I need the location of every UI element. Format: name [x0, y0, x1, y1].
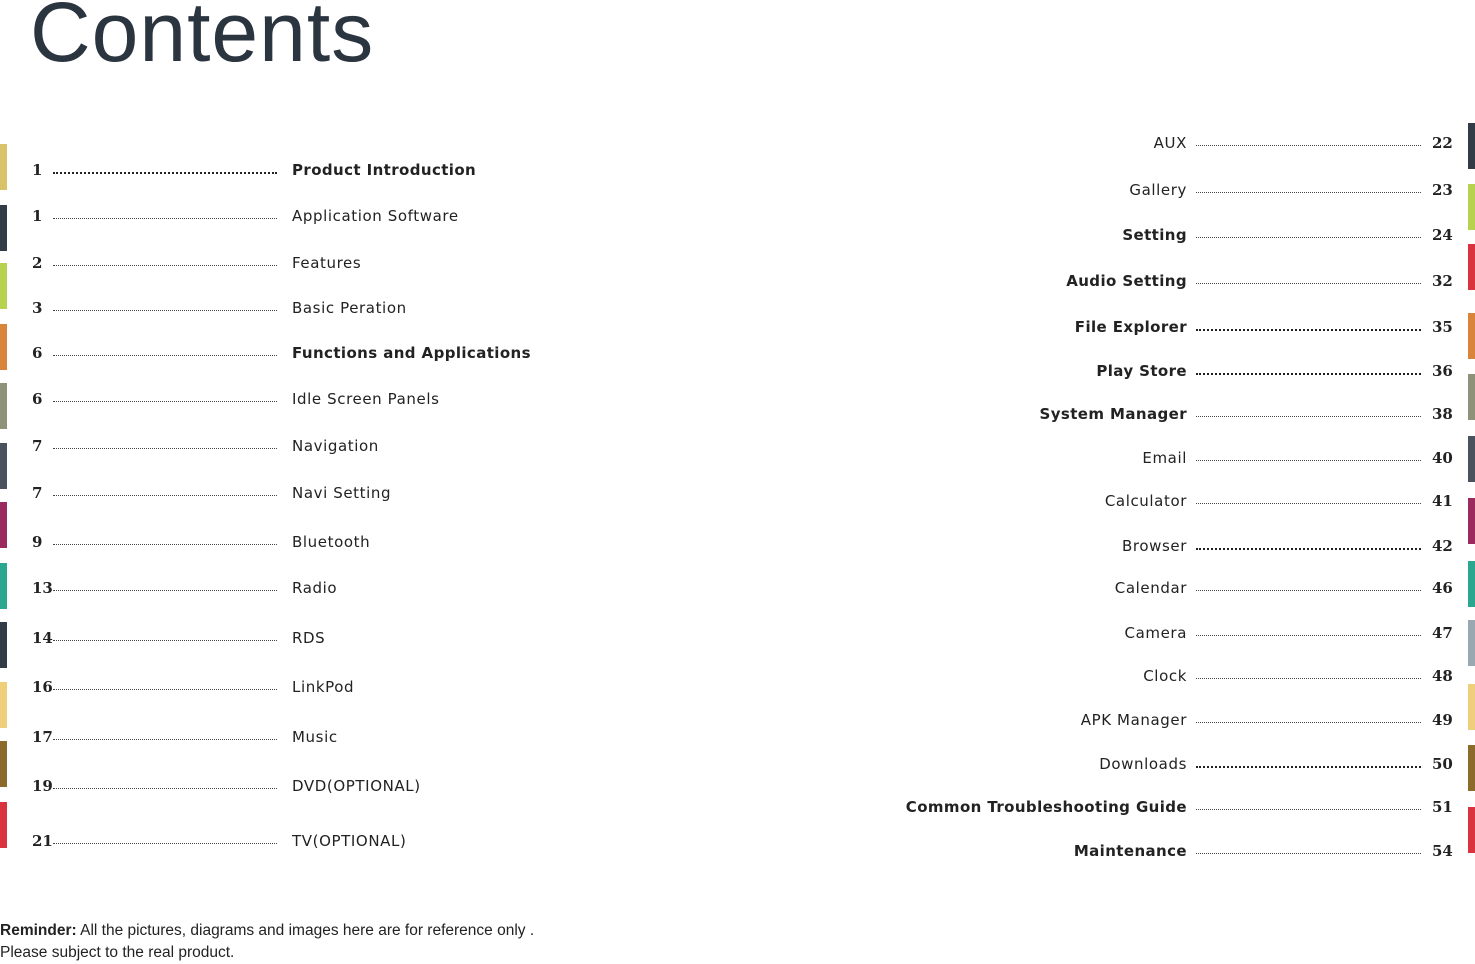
dot-leader [1196, 283, 1421, 284]
page-number: 9 [32, 533, 43, 551]
dot-leader [1196, 678, 1421, 679]
dot-leader [1196, 416, 1421, 417]
dot-leader [1196, 722, 1421, 723]
dot-leader [53, 310, 277, 311]
page-number: 19 [32, 777, 53, 795]
page-number: 54 [1432, 842, 1453, 860]
entry-title: Features [292, 254, 362, 272]
toc-entry[interactable] [0, 491, 1475, 513]
page-number: 32 [1432, 272, 1453, 290]
entry-title: Browser [1122, 537, 1187, 555]
dot-leader [53, 689, 277, 690]
entry-title: Email [1142, 449, 1187, 467]
toc-entry[interactable] [0, 710, 1475, 732]
dot-leader [1196, 145, 1421, 146]
page-number: 2 [32, 254, 43, 272]
page-number: 7 [32, 484, 43, 502]
entry-title: Camera [1124, 624, 1187, 642]
reminder-line2: Please subject to the real product. [0, 944, 235, 961]
entry-title: Downloads [1099, 755, 1187, 773]
page-number: 23 [1432, 181, 1453, 199]
entry-title: APK Manager [1080, 711, 1187, 729]
dot-leader [53, 739, 277, 740]
toc-entry[interactable] [0, 776, 1475, 798]
entry-title: Product Introduction [292, 161, 477, 179]
page-number: 6 [32, 344, 43, 362]
reminder-line1: All the pictures, diagrams and images here are for reference only . [76, 922, 535, 939]
page-number: 1 [32, 161, 43, 179]
page-number: 49 [1432, 711, 1453, 729]
dot-leader [1196, 503, 1421, 504]
dot-leader [1196, 460, 1421, 461]
entry-title: Audio Setting [1066, 272, 1187, 290]
page-number: 48 [1432, 667, 1453, 685]
toc-entry[interactable] [0, 361, 1475, 383]
dot-leader [1196, 766, 1421, 768]
entry-title: LinkPod [292, 678, 355, 696]
toc-entry[interactable] [0, 133, 1475, 155]
page-number: 47 [1432, 624, 1453, 642]
dot-leader [53, 401, 277, 402]
toc-entry[interactable] [0, 404, 1475, 426]
entry-title: Bluetooth [292, 533, 371, 551]
page-number: 42 [1432, 537, 1453, 555]
toc-entry[interactable] [0, 841, 1475, 863]
dot-leader [1196, 192, 1421, 193]
entry-title: Basic Peration [292, 299, 407, 317]
dot-leader [53, 788, 277, 789]
page-number: 21 [32, 832, 53, 850]
page-number: 7 [32, 437, 43, 455]
entry-title: Calculator [1104, 492, 1187, 510]
toc-entry[interactable] [0, 754, 1475, 776]
entry-title: Navi Setting [292, 484, 392, 502]
page-number: 13 [32, 579, 53, 597]
entry-title: Radio [292, 579, 338, 597]
dot-leader [1196, 373, 1421, 375]
page-number: 38 [1432, 405, 1453, 423]
page-number: 50 [1432, 755, 1453, 773]
toc-entry[interactable] [0, 797, 1475, 819]
page-number: 14 [32, 629, 53, 647]
entry-title: RDS [292, 629, 326, 647]
dot-leader [1196, 809, 1421, 810]
page-number: 6 [32, 390, 43, 408]
page-number: 40 [1432, 449, 1453, 467]
toc-entry[interactable] [0, 160, 1475, 182]
dot-leader [53, 265, 277, 266]
page-number: 16 [32, 678, 53, 696]
entry-title: Setting [1122, 226, 1187, 244]
entry-title: Gallery [1129, 181, 1187, 199]
entry-title: Application Software [292, 207, 459, 225]
dot-leader [53, 355, 277, 356]
dot-leader [53, 172, 277, 174]
toc-entry[interactable] [0, 271, 1475, 293]
entry-title: File Explorer [1074, 318, 1187, 336]
page-number: 22 [1432, 134, 1453, 152]
dot-leader [1196, 635, 1421, 636]
entry-title: Idle Screen Panels [292, 390, 440, 408]
entry-title: Calendar [1114, 579, 1187, 597]
entry-title: Play Store [1096, 362, 1187, 380]
page-number: 17 [32, 728, 53, 746]
toc-entry[interactable] [0, 666, 1475, 688]
entry-title: Clock [1143, 667, 1187, 685]
page-number: 35 [1432, 318, 1453, 336]
entry-title: Navigation [292, 437, 379, 455]
toc-entry[interactable] [0, 317, 1475, 339]
toc-entry[interactable] [0, 448, 1475, 470]
toc-entry[interactable] [0, 225, 1475, 247]
page-number: 3 [32, 299, 43, 317]
entry-title: Maintenance [1073, 842, 1187, 860]
page-title: Contents [30, 0, 375, 79]
dot-leader [1196, 237, 1421, 238]
page-number: 41 [1432, 492, 1453, 510]
dot-leader [1196, 590, 1421, 591]
entry-title: System Manager [1039, 405, 1187, 423]
page-number: 36 [1432, 362, 1453, 380]
entry-title: Functions and Applications [292, 344, 531, 362]
entry-title: Common Troubleshooting Guide [905, 798, 1187, 816]
toc-entry[interactable] [0, 578, 1475, 600]
toc-entry[interactable] [0, 623, 1475, 645]
entry-title: TV(OPTIONAL) [292, 832, 407, 850]
toc-entry[interactable] [0, 180, 1475, 202]
dot-leader [1196, 329, 1421, 331]
dot-leader [53, 218, 277, 219]
entry-title: Music [292, 728, 338, 746]
page-number: 46 [1432, 579, 1453, 597]
page-number: 24 [1432, 226, 1453, 244]
dot-leader [1196, 853, 1421, 854]
entry-title: AUX [1153, 134, 1187, 152]
toc-entry[interactable] [0, 536, 1475, 558]
entry-title: DVD(OPTIONAL) [292, 777, 421, 795]
page-number: 1 [32, 207, 43, 225]
reminder-label: Reminder: [0, 922, 77, 939]
page-number: 51 [1432, 798, 1453, 816]
reminder-note [0, 920, 534, 964]
dot-leader [1196, 548, 1421, 550]
